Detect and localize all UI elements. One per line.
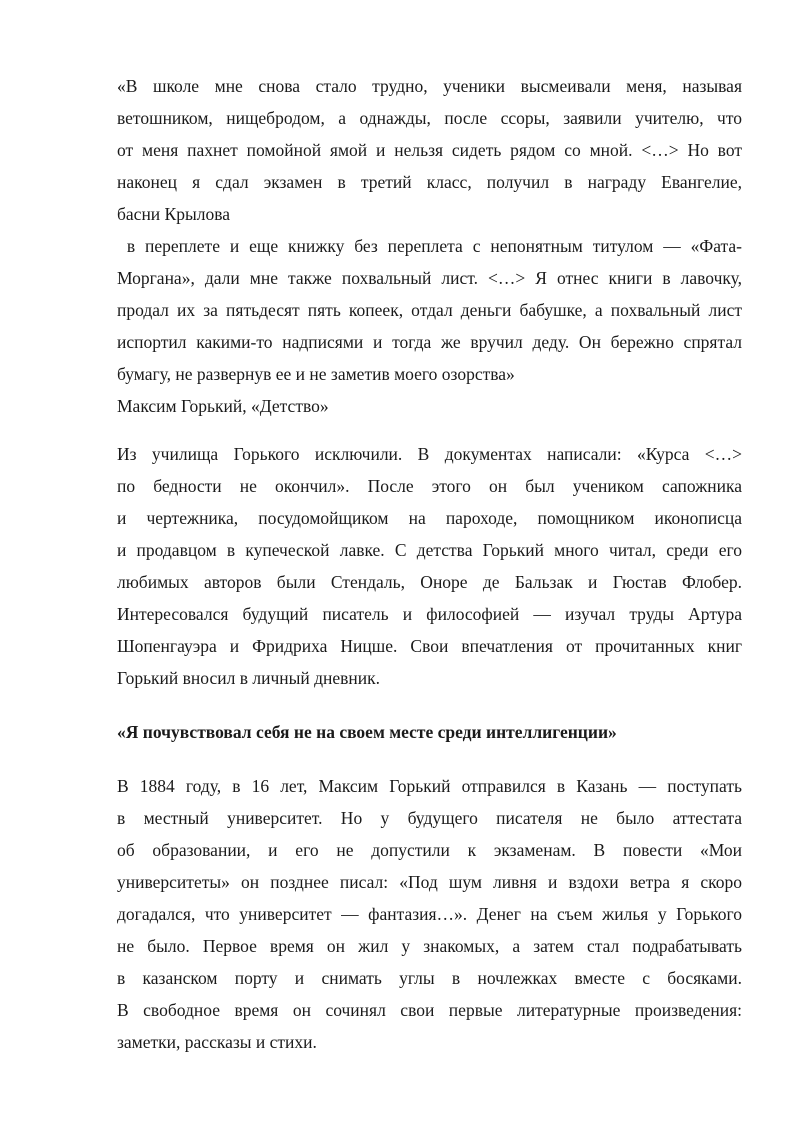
- quote-attribution: Максим Горький, «Детство»: [117, 396, 329, 416]
- quote-block: [117, 70, 742, 422]
- paragraph-line: заметки, рассказы и стихи.: [117, 1032, 317, 1052]
- paragraph-line: любимых авторов были Стендаль, Оноре де Бальзак и Гюстав Флобер.: [117, 572, 742, 592]
- paragraph-school: [117, 438, 742, 694]
- quote-line: наконец я сдал экзамен в третий класс, получил в награду Евангелие,: [117, 172, 742, 192]
- paragraph-line: Интересовался будущий писатель и философией — изучал труды Артура: [117, 604, 742, 624]
- paragraph-line: не было. Первое время он жил у знакомых, а затем стал подрабатывать: [117, 936, 742, 956]
- paragraph-line: и продавцом в купеческой лавке. С детства Горький много читал, среди его: [117, 540, 742, 560]
- paragraph-line: Горький вносил в личный дневник.: [117, 668, 381, 688]
- paragraph-line: в местный университет. Но у будущего писателя не было аттестата: [117, 808, 742, 828]
- paragraph-line: догадался, что университет — фантазия…». Денег на съем жилья у Горького: [117, 904, 742, 924]
- paragraph-line: В свободное время он сочинял свои первые литературные произведения:: [117, 1000, 742, 1020]
- quote-line: от меня пахнет помойной ямой и нельзя сидеть рядом со мной. <…> Но вот: [117, 140, 742, 160]
- paragraph-line: университеты» он позднее писал: «Под шум ливня и вздохи ветра я скоро: [117, 872, 742, 892]
- section-heading-block: [117, 716, 742, 748]
- paragraph-line: В 1884 году, в 16 лет, Максим Горький отправился в Казань — поступать: [117, 776, 742, 796]
- quote-line: бумагу, не развернув ее и не заметив моего озорства»: [117, 364, 515, 384]
- paragraph-line: Из училища Горького исключили. В документах написали: «Курса <…>: [117, 444, 742, 464]
- quote-line: Моргана», дали мне также похвальный лист. <…> Я отнес книги в лавочку,: [117, 268, 742, 288]
- quote-line: испортил какими-то надписями и тогда же вручил деду. Он бережно спрятал: [117, 332, 742, 352]
- quote-line: продал их за пятьдесят пять копеек, отдал деньги бабушке, а похвальный лист: [117, 300, 742, 320]
- section-heading: «Я почувствовал себя не на своем месте среди интеллигенции»: [117, 722, 617, 742]
- paragraph-kazan: [117, 770, 742, 1058]
- paragraph-line: по бедности не окончил». После этого он был учеником сапожника: [117, 476, 742, 496]
- quote-line: басни Крылова: [117, 204, 231, 224]
- paragraph-line: и чертежника, посудомойщиком на пароходе, помощником иконописца: [117, 508, 742, 528]
- paragraph-line: об образовании, и его не допустили к экзаменам. В повести «Мои: [117, 840, 742, 860]
- paragraph-line: Шопенгауэра и Фридриха Ницше. Свои впечатления от прочитанных книг: [117, 636, 742, 656]
- quote-line: «В школе мне снова стало трудно, ученики высмеивали меня, называя: [117, 76, 742, 96]
- quote-line: ветошником, нищебродом, а однажды, после ссоры, заявили учителю, что: [117, 108, 742, 128]
- paragraph-line: в казанском порту и снимать углы в ночлежках вместе с босяками.: [117, 968, 742, 988]
- quote-line: в переплете и еще книжку без переплета с непонятным титулом — «Фата-: [117, 236, 742, 256]
